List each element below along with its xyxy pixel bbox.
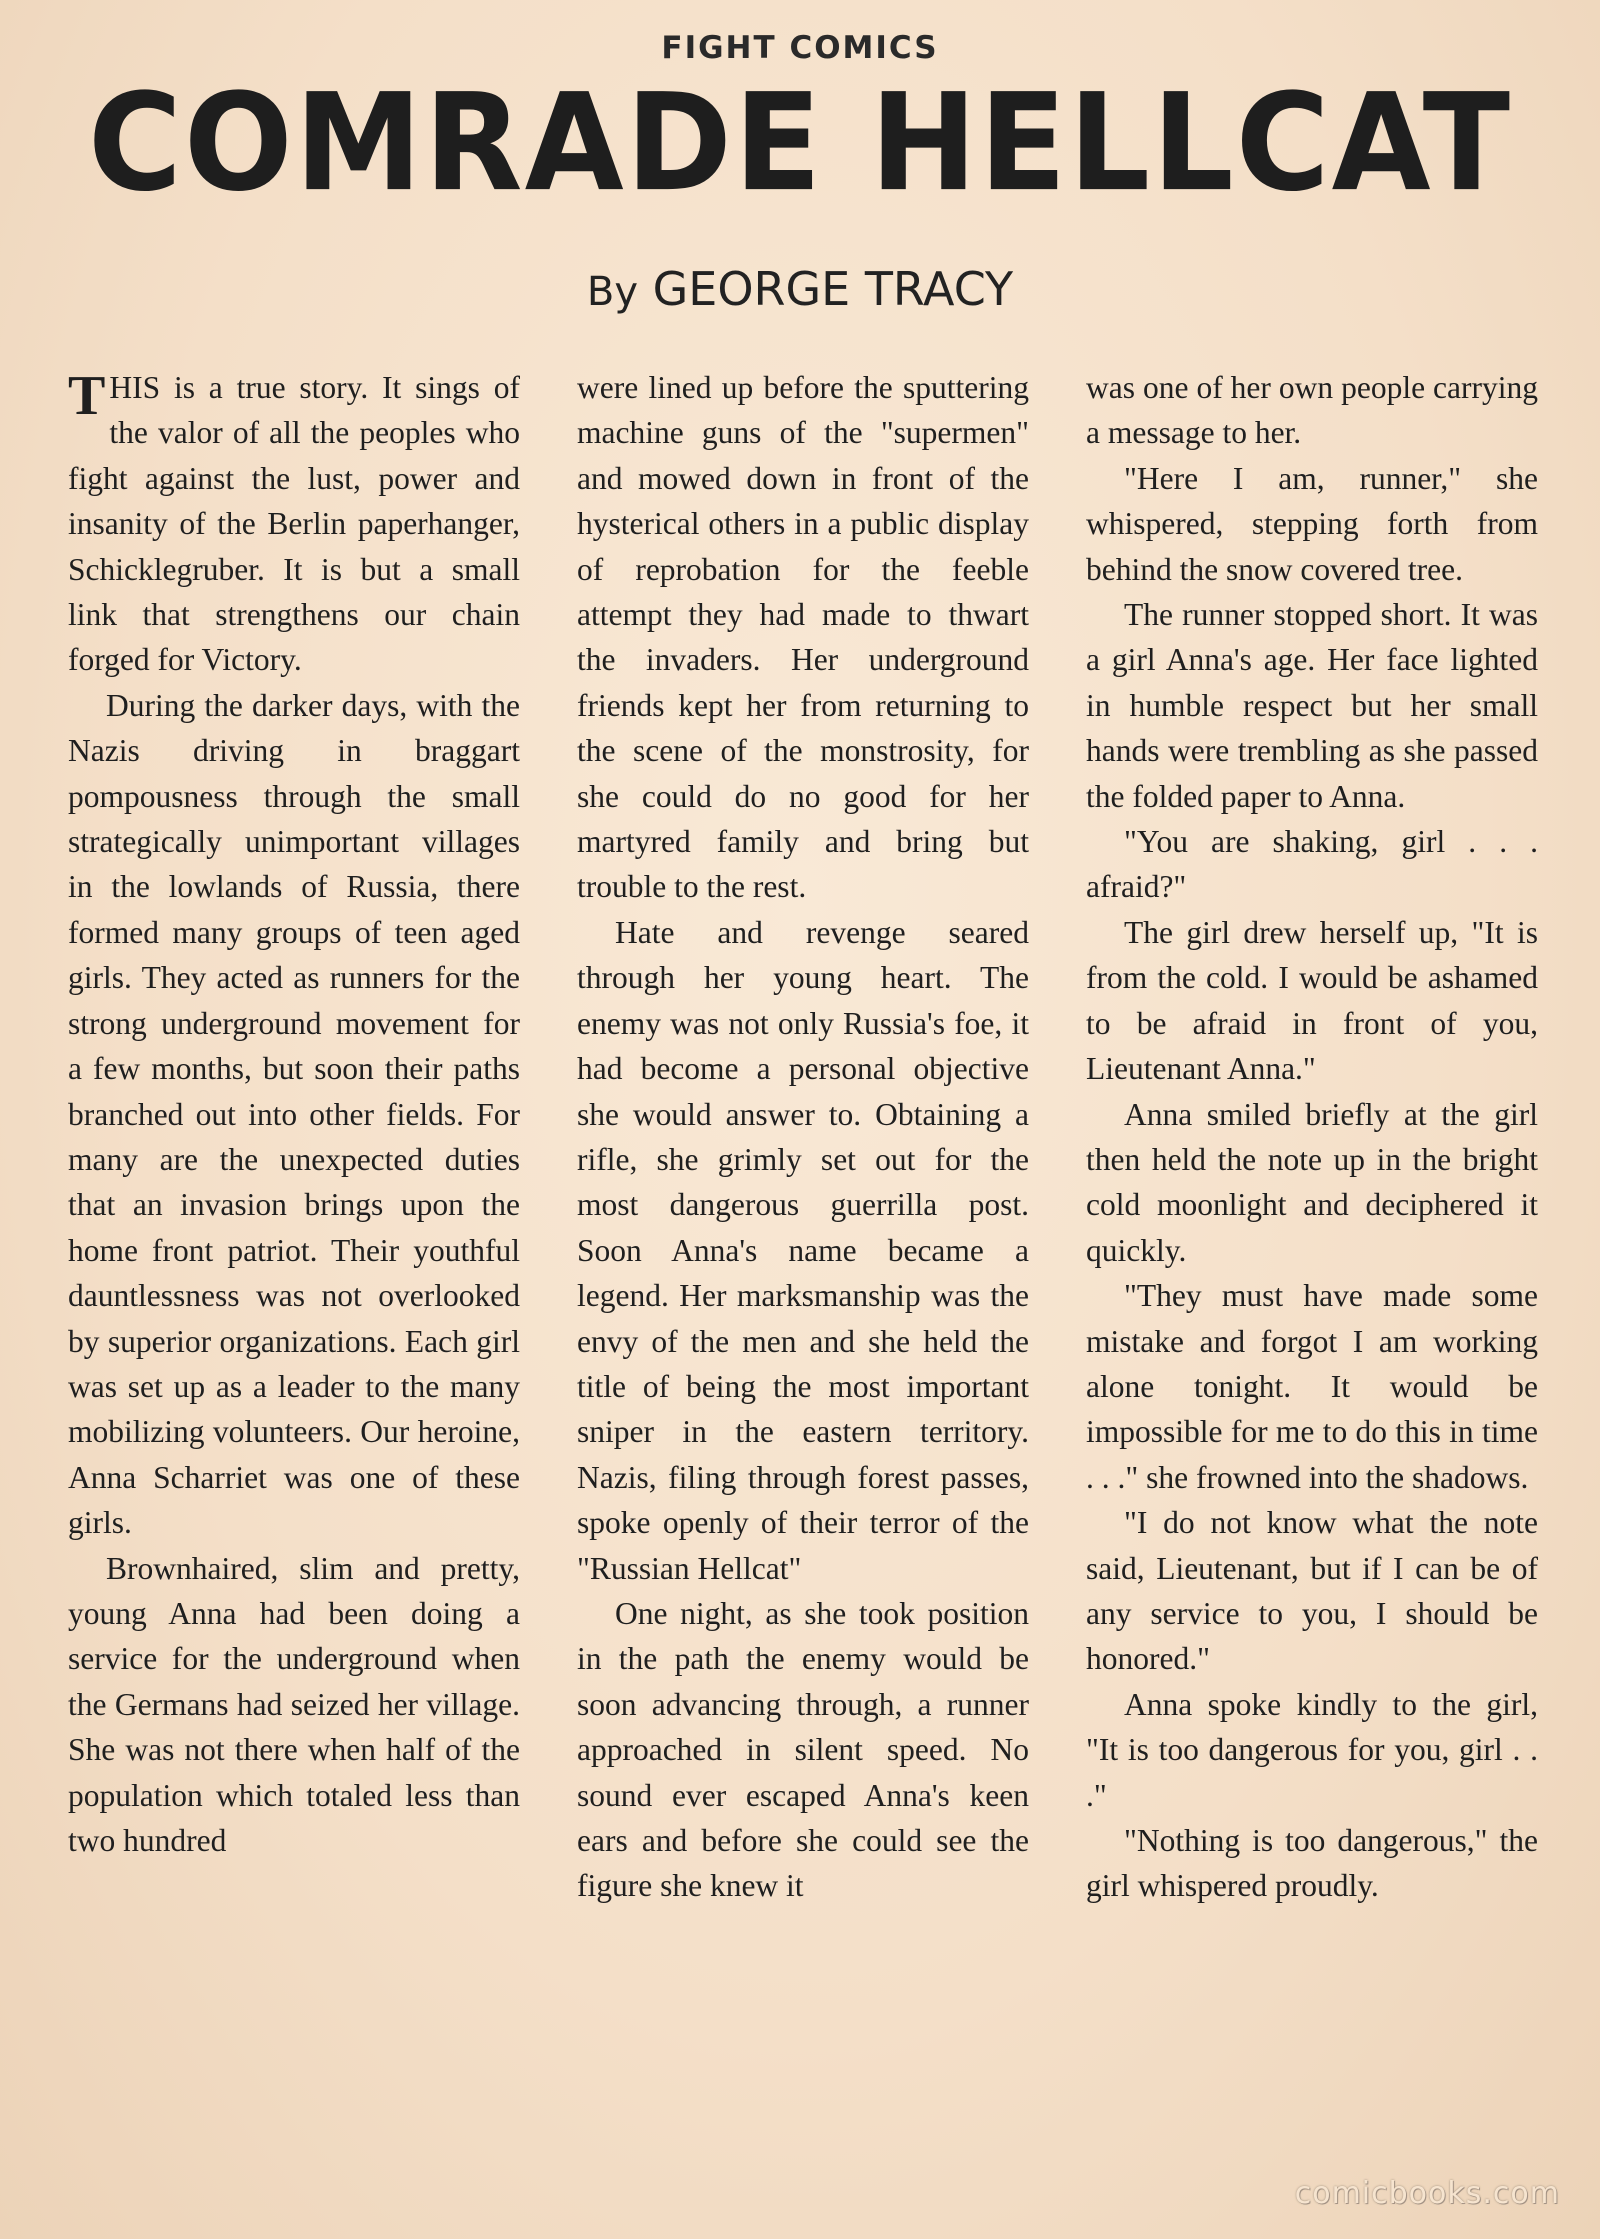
paragraph-text: HIS is a true story. It sings of the valor of all the peoples who fight against the lust, power and insanity of the Berlin paperhanger, Schicklegruber. It is but a small link that strengthens our chain forged for Victory. — [68, 370, 520, 678]
paragraph: Anna spoke kindly to the girl, "It is too dangerous for you, girl . . ." — [1086, 1686, 1538, 1813]
paragraph: Brownhaired, slim and pretty, young Anna had been doing a service for the underground when the Germans had seized her village. She was not there when half of the population which totaled less than two hundred — [68, 1550, 520, 1858]
story-columns — [68, 365, 1538, 2145]
paragraph: Hate and revenge seared through her young heart. The enemy was not only Russia's foe, it had become a personal objective she would answer to. Obtaining a rifle, she grimly set out for the most dangerous guerrilla post. Soon Anna's name became a legend. Her marksmanship was the envy of the men and she held the title of being the most important sniper in the eastern territory. Nazis, filing through forest passes, spoke openly of their terror of the "Russian Hellcat" — [577, 914, 1029, 1586]
paragraph: The runner stopped short. It was a girl Anna's age. Her face lighted in humble respect but her small hands were trembling as she passed the folded paper to Anna. — [1086, 597, 1538, 814]
paragraph: Anna smiled briefly at the girl then held the note up in the bright cold moonlight and deciphered it quickly. — [1086, 1096, 1538, 1268]
paragraph: The girl drew herself up, "It is from the cold. I would be ashamed to be afraid in front of you, Lieutenant Anna." — [1086, 914, 1538, 1087]
text-column-3 — [1086, 365, 1538, 2145]
paragraph: "Here I am, runner," she whispered, stepping forth from behind the snow covered tree. — [1086, 460, 1538, 587]
byline — [0, 262, 1600, 316]
drop-cap: T — [68, 365, 106, 427]
text-column-2 — [577, 365, 1029, 2145]
paragraph: were lined up before the sputtering machine guns of the "supermen" and mowed down in front of the hysterical others in a public display of reprobation for the feeble attempt they had made to thwart the invaders. Her underground friends kept her from returning to the scene of the monstrosity, for she could do no good for her martyred family and bring but trouble to the rest. — [577, 370, 1029, 905]
running-head: FIGHT COMICS — [661, 30, 939, 66]
paragraph: "Nothing is too dangerous," the girl whispered proudly. — [1086, 1823, 1538, 1904]
site-watermark: comicbooks.com — [1294, 2176, 1560, 2211]
story-title: COMRADE HELLCAT — [87, 65, 1513, 222]
text-column-1 — [68, 365, 520, 2145]
paragraph: "I do not know what the note said, Lieutenant, but if I can be of any service to you, I should be honored." — [1086, 1505, 1538, 1677]
byline-prefix: By — [586, 269, 638, 315]
paragraph: "They must have made some mistake and forgot I am working alone tonight. It would be impossible for me to do this in time . . ." she frowned into the shadows. — [1086, 1278, 1538, 1495]
paragraph: was one of her own people carrying a message to her. — [1086, 370, 1538, 451]
paragraph: During the darker days, with the Nazis driving in braggart pompousness through the small strategically unimportant villages in the lowlands of Russia, there formed many groups of teen aged girls. They acted as runners for the strong underground movement for a few months, but soon their paths branched out into other fields. For many are the unexpected duties that an invasion brings upon the home front patriot. Their youthful dauntlessness was not overlooked by superior organizations. Each girl was set up as a leader to the many mobilizing volunteers. Our heroine, Anna Scharriet was one of these girls. — [68, 687, 520, 1541]
paragraph: "You are shaking, girl . . . afraid?" — [1086, 824, 1538, 905]
paragraph — [68, 365, 520, 683]
byline-author: GEORGE TRACY — [652, 262, 1014, 316]
paragraph: One night, as she took position in the path the enemy would be soon advancing through, a runner approached in silent speed. No sound ever escaped Anna's keen ears and before she could see the figure she knew it — [577, 1595, 1029, 1904]
